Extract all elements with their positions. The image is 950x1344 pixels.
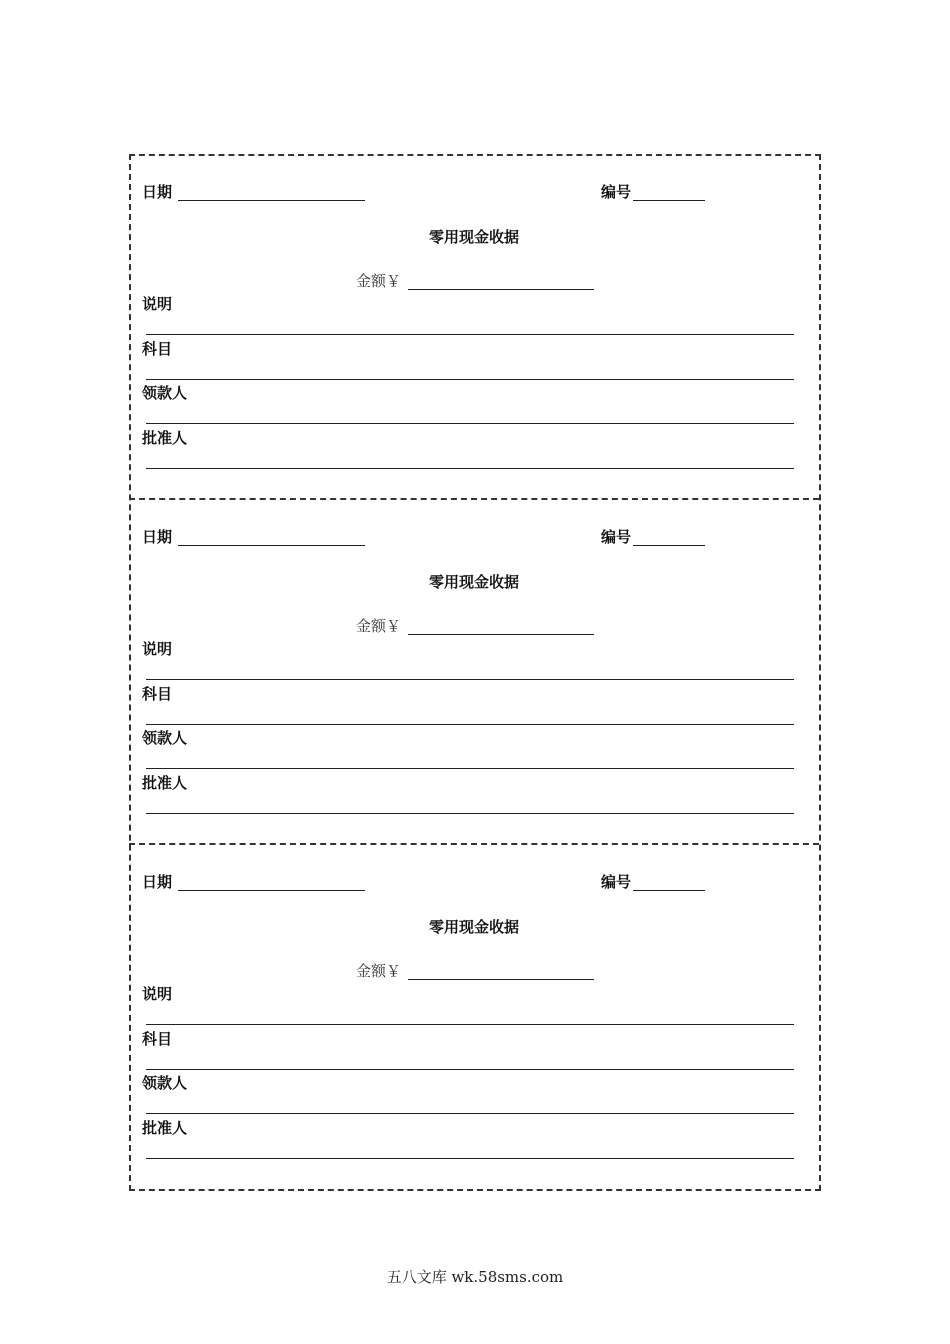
approver-field[interactable] <box>146 468 794 469</box>
description-field[interactable] <box>146 334 794 335</box>
amount-label: 金额￥ <box>356 617 402 635</box>
description-field[interactable] <box>146 1024 794 1025</box>
approver-field[interactable] <box>146 1158 794 1159</box>
amount-label: 金额￥ <box>356 962 402 980</box>
amount-field[interactable] <box>408 289 594 290</box>
approver-label: 批准人 <box>142 1119 188 1137</box>
recipient-label: 领款人 <box>142 384 188 402</box>
receipt-title: 零用现金收据 <box>428 918 519 936</box>
approver-field[interactable] <box>146 813 794 814</box>
receipt-form <box>129 844 819 1189</box>
account-label: 科目 <box>142 685 173 703</box>
description-label: 说明 <box>142 295 173 313</box>
number-label: 编号 <box>601 183 632 201</box>
account-field[interactable] <box>146 379 794 380</box>
account-label: 科目 <box>142 340 173 358</box>
account-label: 科目 <box>142 1030 173 1048</box>
approver-label: 批准人 <box>142 774 188 792</box>
recipient-field[interactable] <box>146 423 794 424</box>
receipt-title: 零用现金收据 <box>428 228 519 246</box>
amount-label: 金额￥ <box>356 272 402 290</box>
footer-watermark: 五八文库 wk.58sms.com <box>386 1268 564 1286</box>
account-field[interactable] <box>146 724 794 725</box>
account-field[interactable] <box>146 1069 794 1070</box>
number-field[interactable] <box>633 200 705 201</box>
number-label: 编号 <box>601 873 632 891</box>
number-label: 编号 <box>601 528 632 546</box>
amount-field[interactable] <box>408 634 594 635</box>
date-field[interactable] <box>178 545 365 546</box>
date-field[interactable] <box>178 890 365 891</box>
receipt-form <box>129 499 819 844</box>
recipient-label: 领款人 <box>142 1074 188 1092</box>
recipient-field[interactable] <box>146 768 794 769</box>
number-field[interactable] <box>633 545 705 546</box>
date-label: 日期 <box>142 873 173 891</box>
description-label: 说明 <box>142 985 173 1003</box>
number-field[interactable] <box>633 890 705 891</box>
date-label: 日期 <box>142 183 173 201</box>
description-label: 说明 <box>142 640 173 658</box>
amount-field[interactable] <box>408 979 594 980</box>
receipt-form <box>129 154 819 499</box>
date-field[interactable] <box>178 200 365 201</box>
recipient-field[interactable] <box>146 1113 794 1114</box>
recipient-label: 领款人 <box>142 729 188 747</box>
description-field[interactable] <box>146 679 794 680</box>
receipt-title: 零用现金收据 <box>428 573 519 591</box>
approver-label: 批准人 <box>142 429 188 447</box>
date-label: 日期 <box>142 528 173 546</box>
